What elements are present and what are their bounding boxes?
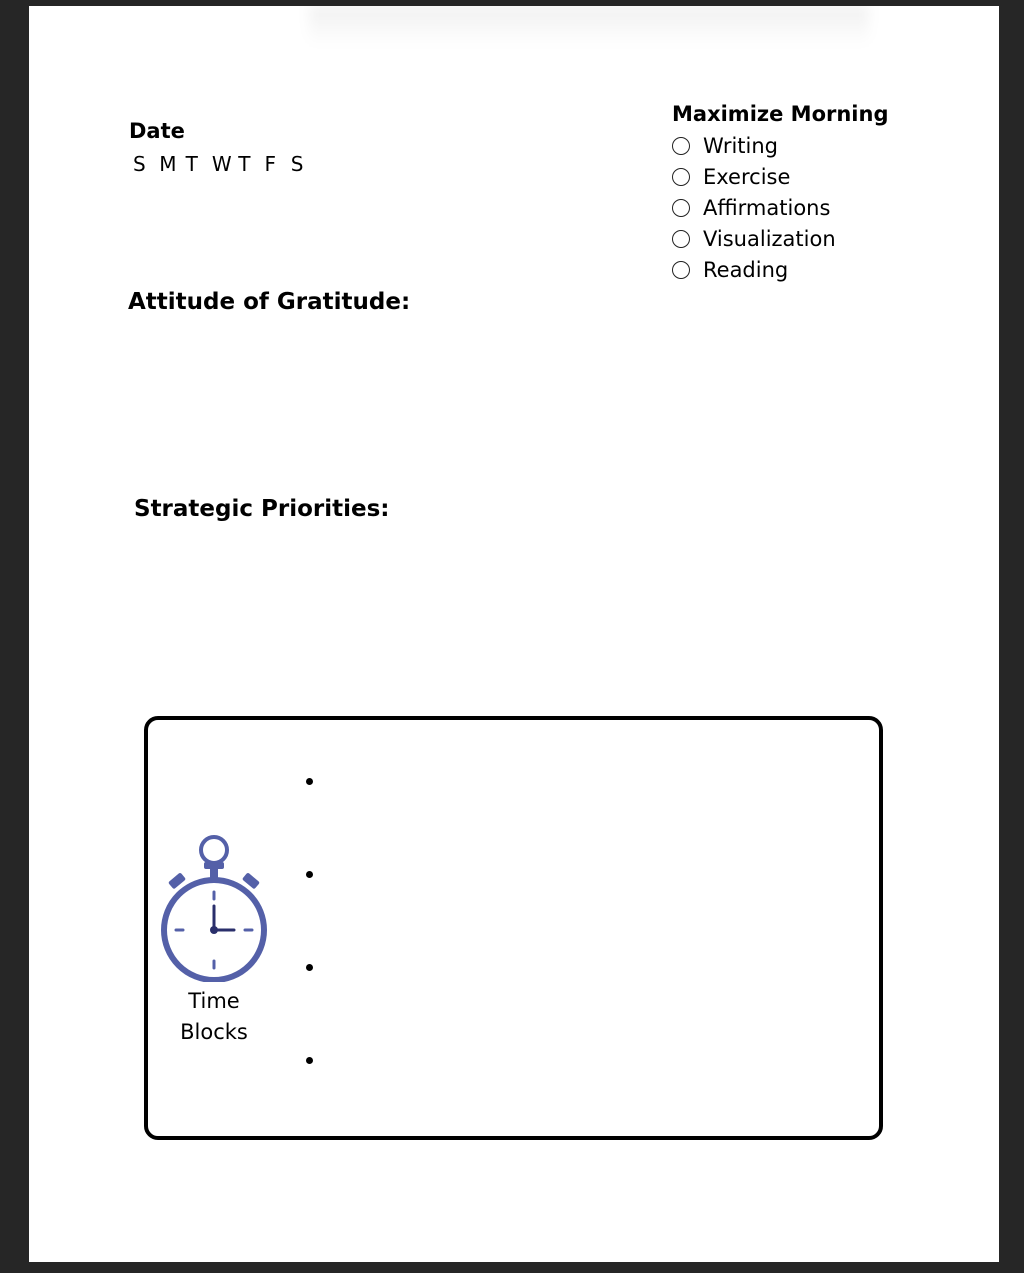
weekday-thursday[interactable]: T xyxy=(238,152,251,176)
habit-label-visualization: Visualization xyxy=(703,226,836,251)
page-shadow xyxy=(309,6,869,46)
radio-exercise[interactable] xyxy=(672,168,690,186)
date-label: Date xyxy=(129,119,185,143)
priorities-title: Strategic Priorities: xyxy=(134,496,390,522)
weekday-sunday[interactable]: S xyxy=(133,152,146,176)
habit-label-writing: Writing xyxy=(703,133,778,158)
habit-label-exercise: Exercise xyxy=(703,164,791,189)
weekday-monday[interactable]: M xyxy=(159,152,177,176)
weekday-saturday[interactable]: S xyxy=(290,152,304,176)
maximize-morning-title: Maximize Morning xyxy=(672,102,889,126)
habit-reading[interactable] xyxy=(672,254,888,285)
weekday-tuesday[interactable]: T xyxy=(185,152,198,176)
radio-affirmations[interactable] xyxy=(672,199,690,217)
time-blocks-label xyxy=(158,986,270,1048)
habit-writing[interactable] xyxy=(672,130,888,161)
gratitude-title: Attitude of Gratitude: xyxy=(128,289,411,315)
maximize-morning-section xyxy=(672,102,888,285)
time-block-bullet-3[interactable] xyxy=(306,964,313,971)
habit-visualization[interactable] xyxy=(672,223,888,254)
time-block-bullet-1[interactable] xyxy=(306,778,313,785)
time-block-bullet-2[interactable] xyxy=(306,871,313,878)
time-block-bullet-4[interactable] xyxy=(306,1057,313,1064)
weekday-row xyxy=(133,152,317,176)
habit-affirmations[interactable] xyxy=(672,192,888,223)
radio-visualization[interactable] xyxy=(672,230,690,248)
time-blocks-box xyxy=(144,716,883,1140)
time-blocks-label-line2: Blocks xyxy=(180,1020,248,1044)
radio-writing[interactable] xyxy=(672,137,690,155)
weekday-wednesday[interactable]: W xyxy=(211,152,232,176)
radio-reading[interactable] xyxy=(672,261,690,279)
weekday-friday[interactable]: F xyxy=(264,152,276,176)
habit-label-reading: Reading xyxy=(703,257,789,282)
stopwatch-icon xyxy=(158,832,270,982)
habit-label-affirmations: Affirmations xyxy=(703,195,831,220)
time-blocks-label-line1: Time xyxy=(188,989,240,1013)
planner-page xyxy=(29,6,999,1262)
habit-exercise[interactable] xyxy=(672,161,888,192)
